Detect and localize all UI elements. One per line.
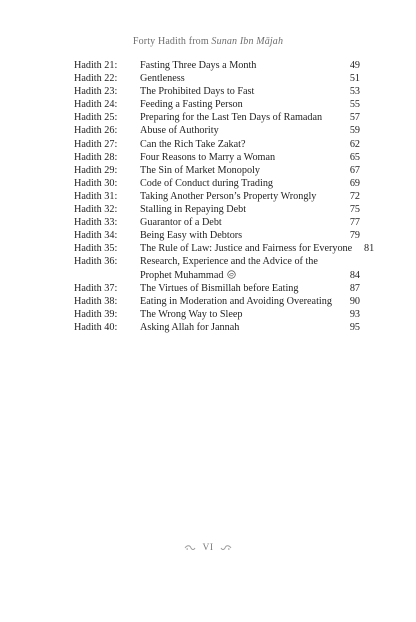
toc-entry-title: [140, 164, 338, 177]
toc-entry: [74, 255, 360, 281]
toc-entry-title-text: Abuse of Authority: [140, 125, 219, 137]
ornament-left-icon: [184, 544, 196, 552]
toc-entry-title-text: Feeding a Fasting Person: [140, 99, 243, 111]
toc-entry-title: [140, 85, 338, 98]
toc-entry-title: [140, 321, 338, 334]
toc-entry-title: [140, 242, 352, 255]
toc-entry-label: Hadith 22:: [74, 73, 118, 85]
toc-entry-title-text: Gentleness: [140, 73, 185, 85]
toc-entry: [74, 151, 360, 164]
toc-entry-title: [140, 111, 338, 124]
toc-entry: [74, 111, 360, 124]
toc-entry-title: [140, 138, 338, 151]
ornament-right-icon: [220, 544, 232, 552]
page-number: VI: [202, 543, 214, 553]
toc-entry-page-number: 93: [349, 308, 360, 320]
toc-entry-title-line: [140, 164, 338, 177]
toc-entry-page-number: 81: [364, 243, 375, 255]
toc-entry-page-number: 49: [349, 60, 360, 71]
toc-entry-title-line: [140, 255, 338, 268]
toc-entry-title: [140, 124, 338, 137]
toc-entry: [74, 72, 360, 85]
toc-entry-title-line: [140, 124, 338, 137]
toc-entry-title-text: The Sin of Market Monopoly: [140, 164, 260, 176]
toc-entry-page-number: 57: [349, 112, 360, 124]
toc-entry-page-number: 69: [349, 177, 360, 189]
toc-entry: [74, 124, 360, 137]
toc-entry-title-line: [140, 242, 352, 255]
toc-entry-title-line: [140, 98, 338, 111]
toc-entry-title-line: [140, 111, 338, 124]
toc-entry-title: [140, 151, 338, 164]
toc-entry: [74, 98, 360, 111]
toc-entry-title-text: Four Reasons to Marry a Woman: [140, 151, 276, 163]
toc-entry-title: [140, 295, 338, 308]
toc-entry-label: Hadith 31:: [74, 190, 118, 202]
toc-entry-label: Hadith 40:: [74, 321, 118, 333]
running-header: [0, 36, 416, 47]
toc-entry-label: Hadith 29:: [74, 164, 118, 176]
toc-entry-title-line: [140, 282, 338, 295]
toc-entry-label: Hadith 26:: [74, 125, 118, 137]
toc-entry-title-line: [140, 216, 338, 229]
toc-entry-page-number: 53: [349, 86, 360, 98]
toc-entry-title-text: Preparing for the Last Ten Days of Ramadan: [140, 112, 323, 124]
toc-entry-title: [140, 190, 338, 203]
toc-entry-page-number: 62: [349, 138, 360, 150]
toc-entry-title-text: Code of Conduct during Trading: [140, 177, 274, 189]
toc-entry-title-line: [140, 229, 338, 242]
toc-entry-title-line: [140, 269, 338, 282]
toc-entry-page-number: 72: [349, 190, 360, 202]
toc-entry-label: Hadith 37:: [74, 282, 118, 294]
toc-entry: [74, 295, 360, 308]
toc-entry: [74, 203, 360, 216]
salawat-seal-icon: [227, 270, 236, 279]
running-header-book-title: Sunan Ibn Mājah: [211, 36, 284, 47]
toc-entry-title-line: [140, 138, 338, 151]
toc-entry: [74, 59, 360, 72]
toc-entry-title: [140, 216, 338, 229]
toc-entry-label: Hadith 27:: [74, 138, 118, 150]
toc-entry-title-line: [140, 151, 338, 164]
toc-entry-title-text: The Wrong Way to Sleep: [140, 308, 243, 320]
toc-entry-page-number: 79: [349, 230, 360, 242]
toc-entry-title-line: [140, 203, 338, 216]
toc-entry: [74, 216, 360, 229]
toc-entry-title-text: Being Easy with Debtors: [140, 230, 243, 242]
toc-entry-page-number: 67: [349, 164, 360, 176]
toc-entry: [74, 242, 375, 255]
toc-entry-label: Hadith 38:: [74, 295, 118, 307]
toc-entry-label: Hadith 32:: [74, 204, 118, 216]
toc-entry-title-line: [140, 321, 338, 334]
toc-entry-page-number: 51: [349, 73, 360, 85]
toc-entry-label: Hadith 28:: [74, 151, 118, 163]
toc-entry-title-text: Fasting Three Days a Month: [140, 60, 257, 71]
toc-entry-label: Hadith 34:: [74, 230, 118, 242]
toc-entry-label: Hadith 39:: [74, 308, 118, 320]
toc-entry-title: [140, 229, 338, 242]
toc-entry-title-text: Stalling in Repaying Debt: [140, 204, 247, 216]
toc-entry-label: Hadith 35:: [74, 243, 118, 255]
toc-entry: [74, 229, 360, 242]
toc-entry-title: [140, 98, 338, 111]
toc-entry-page-number: 77: [349, 217, 360, 229]
toc-entry: [74, 308, 360, 321]
page-footer: [0, 540, 416, 556]
toc-entry-title-line: [140, 177, 338, 190]
toc-entry-title-line: [140, 308, 338, 321]
toc-entry-title: [140, 308, 338, 321]
toc-entry-title: [140, 203, 338, 216]
toc-entry-page-number: 59: [349, 125, 360, 137]
toc-entry-label: Hadith 23:: [74, 86, 118, 98]
toc-entry-title: [140, 72, 338, 85]
toc-entry: [74, 85, 360, 98]
toc-entry-title: [140, 177, 338, 190]
toc-entry-label: Hadith 36:: [74, 256, 118, 268]
toc-entry-label: Hadith 21:: [74, 60, 118, 71]
toc-entry-title-text: Asking Allah for Jannah: [140, 321, 240, 333]
toc-entry-title-text: The Rule of Law: Justice and Fairness for Everyone: [140, 243, 353, 255]
toc-entry-title-text: Prophet Muhammad: [140, 269, 224, 281]
toc-entry-title-line: [140, 190, 338, 203]
toc-entry-page-number: 55: [349, 99, 360, 111]
toc-entry-page-number: 90: [349, 295, 360, 307]
toc-entry-title-text: Guarantor of a Debt: [140, 217, 222, 229]
toc-entry-title: [140, 59, 338, 72]
toc-entry-label: Hadith 25:: [74, 112, 118, 124]
toc-entry-title-text: Can the Rich Take Zakat?: [140, 138, 246, 150]
toc-entry-title: [140, 255, 338, 281]
toc-entry-title-text: Research, Experience and the Advice of the: [140, 256, 318, 268]
toc-entry-label: Hadith 24:: [74, 99, 118, 111]
toc-entry-title-text: The Virtues of Bismillah before Eating: [140, 282, 299, 294]
toc-entry-page-number: 75: [349, 204, 360, 216]
toc-entry-page-number: 84: [349, 269, 360, 281]
toc-entry-title-line: [140, 85, 338, 98]
toc-entry: [74, 138, 360, 151]
toc-entry: [74, 190, 360, 203]
table-of-contents: [74, 59, 375, 334]
toc-entry-title-text: Taking Another Person’s Property Wrongly: [140, 190, 317, 202]
toc-entry-label: Hadith 33:: [74, 217, 118, 229]
toc-entry-page-number: 87: [349, 282, 360, 294]
toc-entry: [74, 177, 360, 190]
toc-entry-title-text: Eating in Moderation and Avoiding Overeating: [140, 295, 332, 307]
toc-entry-title-text: The Prohibited Days to Fast: [140, 86, 255, 98]
toc-entry-label: Hadith 30:: [74, 177, 118, 189]
toc-entry-title-line: [140, 295, 338, 308]
toc-entry-page-number: 95: [349, 321, 360, 333]
toc-entry-title-line: [140, 59, 338, 72]
toc-entry: [74, 282, 360, 295]
toc-entry-title-line: [140, 72, 338, 85]
toc-entry: [74, 164, 360, 177]
toc-entry-page-number: 65: [349, 151, 360, 163]
running-header-prefix: Forty Hadith from: [132, 36, 209, 47]
toc-entry-title: [140, 282, 338, 295]
toc-entry: [74, 321, 360, 334]
